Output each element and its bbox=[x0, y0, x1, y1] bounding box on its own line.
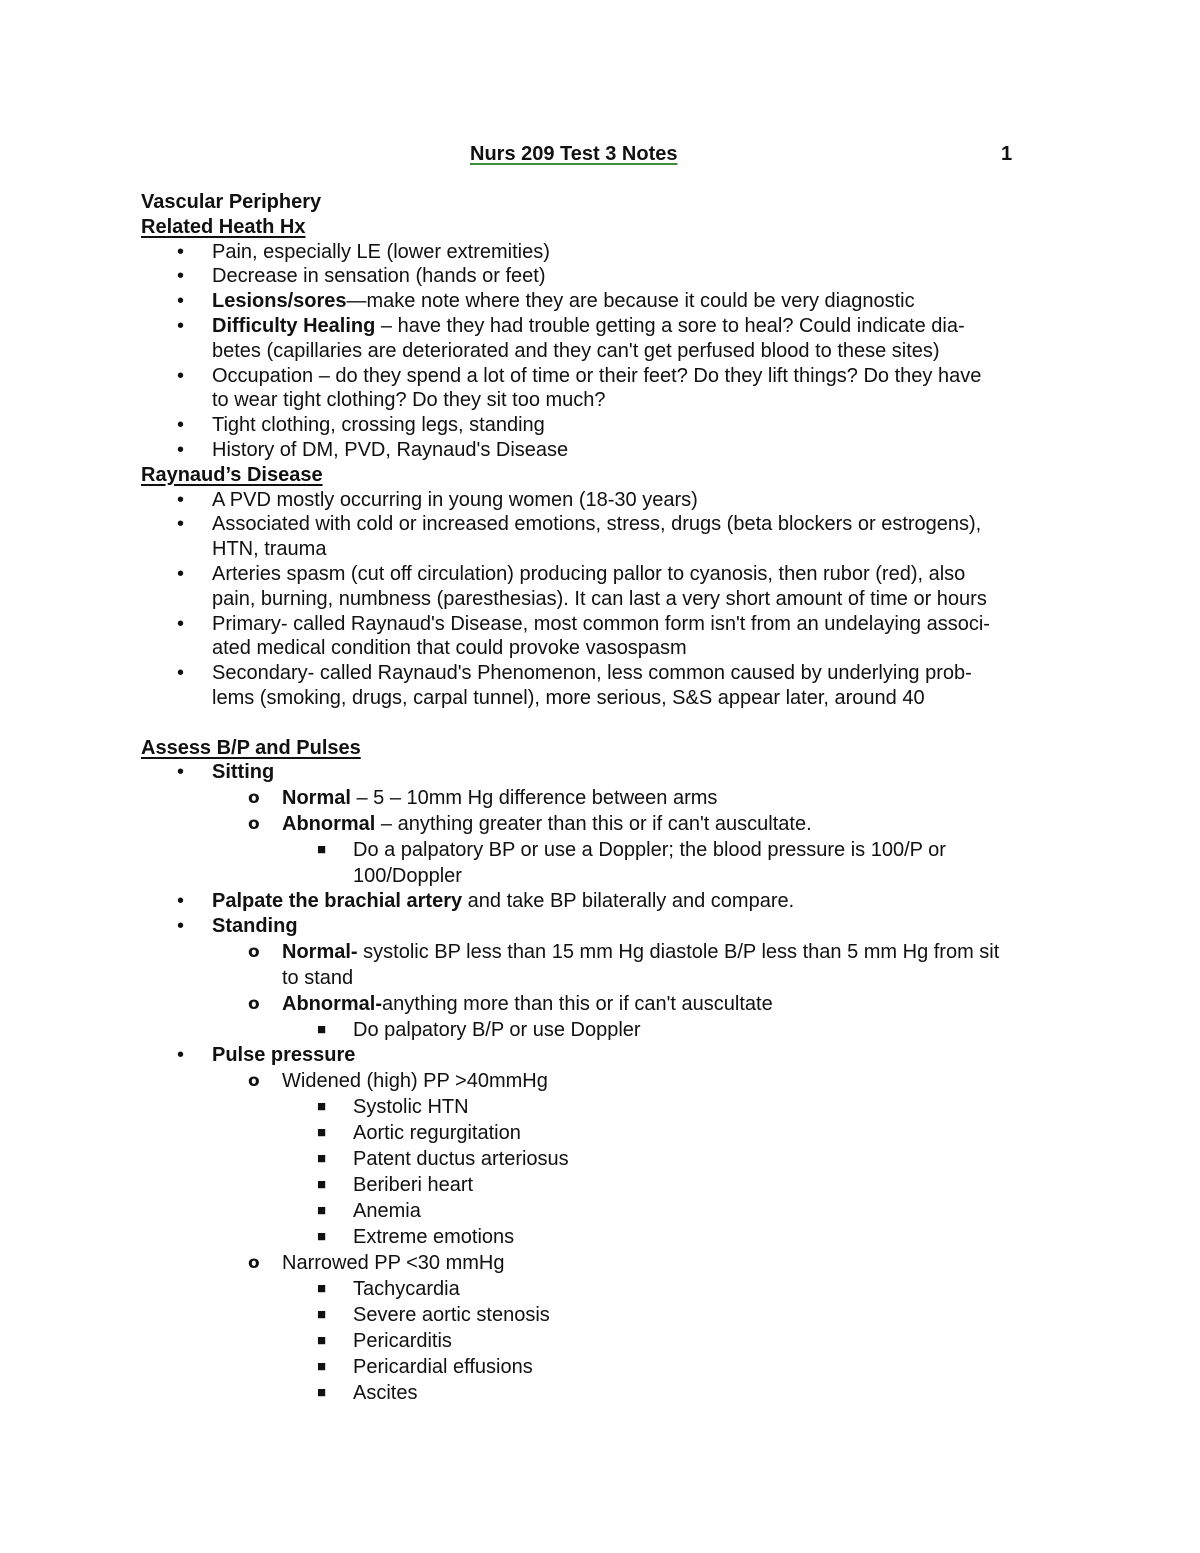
bullet-marker: • bbox=[177, 314, 185, 337]
document-title: Nurs 209 Test 3 Notes bbox=[470, 143, 678, 165]
item-text: Occupation – do they spend a lot of time or their feet? Do they lift things? Do they have bbox=[212, 364, 982, 387]
list-item-sitting bbox=[141, 760, 1071, 785]
sub-item-narrowed bbox=[141, 1250, 1071, 1276]
item-bold-label: Normal- bbox=[282, 940, 358, 963]
bullet-marker: • bbox=[177, 438, 185, 461]
sub-sub-item bbox=[141, 1276, 1071, 1302]
item-text: Aortic regurgitation bbox=[353, 1121, 521, 1144]
list-item-palpate bbox=[141, 889, 1071, 914]
item-text: Pericarditis bbox=[353, 1329, 452, 1352]
list-item-pulse-pressure bbox=[141, 1043, 1071, 1068]
sub-sub-item bbox=[141, 1146, 1071, 1172]
list-item bbox=[141, 240, 1071, 265]
item-text: Do a palpatory BP or use a Doppler; the blood pressure is 100/P or bbox=[353, 839, 946, 862]
sub-sub-item bbox=[141, 1302, 1071, 1328]
item-text: Beriberi heart bbox=[353, 1173, 474, 1196]
item-text: Systolic HTN bbox=[353, 1095, 469, 1118]
bullet-marker: • bbox=[177, 240, 185, 263]
item-text: and take BP bilaterally and compare. bbox=[462, 890, 795, 913]
item-text-continuation: HTN, trauma bbox=[212, 538, 327, 561]
square-marker: ■ bbox=[317, 1305, 327, 1323]
square-marker: ■ bbox=[317, 1149, 327, 1167]
item-text: systolic BP less than 15 mm Hg diastole B/P less than 5 mm Hg from sit bbox=[357, 940, 1000, 963]
square-marker: ■ bbox=[317, 1383, 327, 1401]
item-text: Arteries spasm (cut off circulation) producing pallor to cyanosis, then rubor (red), also bbox=[212, 562, 966, 585]
sub-sub-item bbox=[141, 1380, 1071, 1406]
list-item bbox=[141, 264, 1071, 289]
list-item bbox=[141, 413, 1071, 438]
sub-sub-item bbox=[141, 1328, 1071, 1354]
raynauds-list bbox=[141, 488, 1071, 711]
square-marker: ■ bbox=[317, 1020, 327, 1038]
list-item bbox=[141, 438, 1071, 463]
circle-marker: o bbox=[248, 814, 260, 835]
item-text-continuation: ated medical condition that could provoke vasospasm bbox=[212, 637, 687, 660]
item-text: Pericardial effusions bbox=[353, 1355, 533, 1378]
list-item bbox=[141, 512, 1071, 562]
assess-heading: Assess B/P and Pulses bbox=[141, 736, 361, 759]
sub-item-normal bbox=[141, 939, 1071, 991]
list-item bbox=[141, 562, 1071, 612]
bullet-marker: • bbox=[177, 761, 185, 784]
bullet-marker: • bbox=[177, 662, 185, 685]
sub-sub-item bbox=[141, 837, 1071, 889]
item-text: Ascites bbox=[353, 1381, 418, 1404]
item-text-continuation: 100/Doppler bbox=[353, 865, 462, 888]
sub-item-widened bbox=[141, 1068, 1071, 1094]
bullet-marker: • bbox=[177, 414, 185, 437]
sub-sub-item bbox=[141, 1017, 1071, 1043]
item-bold-label: Palpate the brachial artery bbox=[212, 890, 463, 913]
document-body bbox=[141, 190, 1071, 1406]
item-text: Tachycardia bbox=[353, 1277, 460, 1300]
bullet-marker: • bbox=[177, 364, 185, 387]
raynauds-heading: Raynaud’s Disease bbox=[141, 463, 323, 486]
square-marker: ■ bbox=[317, 1123, 327, 1141]
item-text: Severe aortic stenosis bbox=[353, 1303, 550, 1326]
item-bold-label: Sitting bbox=[212, 761, 275, 784]
square-marker: ■ bbox=[317, 1201, 327, 1219]
item-text: Primary- called Raynaud's Disease, most common form isn't from an undelaying associ- bbox=[212, 612, 990, 635]
sub-sub-item bbox=[141, 1120, 1071, 1146]
item-bold-label: Lesions/sores bbox=[212, 290, 347, 313]
item-text: A PVD mostly occurring in young women (18-30 years) bbox=[212, 488, 698, 511]
circle-marker: o bbox=[248, 788, 260, 809]
item-text-continuation: to wear tight clothing? Do they sit too much? bbox=[212, 389, 606, 412]
item-text-continuation: lems (smoking, drugs, carpal tunnel), more serious, S&S appear later, around 40 bbox=[212, 686, 925, 709]
sub-sub-item bbox=[141, 1354, 1071, 1380]
item-text: Widened (high) PP >40mmHg bbox=[282, 1069, 548, 1092]
item-text: – 5 – 10mm Hg difference between arms bbox=[350, 787, 718, 810]
square-marker: ■ bbox=[317, 1331, 327, 1349]
bullet-marker: • bbox=[177, 290, 185, 313]
bullet-marker: • bbox=[177, 914, 185, 937]
assess-list bbox=[141, 760, 1071, 1405]
bullet-marker: • bbox=[177, 1043, 185, 1066]
item-text: Tight clothing, crossing legs, standing bbox=[212, 414, 545, 437]
item-text-continuation: betes (capillaries are deteriorated and they can't get perfused blood to these sites) bbox=[212, 339, 940, 362]
item-text: – have they had trouble getting a sore to heal? Could indicate dia- bbox=[375, 314, 965, 337]
item-text: – anything greater than this or if can't auscultate. bbox=[375, 813, 812, 836]
related-hx-list bbox=[141, 240, 1071, 463]
bullet-marker: • bbox=[177, 612, 185, 635]
sub-item-normal bbox=[141, 785, 1071, 811]
list-item bbox=[141, 314, 1071, 364]
bullet-marker: • bbox=[177, 265, 185, 288]
bullet-marker: • bbox=[177, 488, 185, 511]
related-hx-heading: Related Heath Hx bbox=[141, 215, 306, 238]
item-text: anything more than this or if can't auscultate bbox=[382, 992, 773, 1015]
list-item bbox=[141, 661, 1071, 711]
item-bold-label: Abnormal bbox=[282, 813, 376, 836]
item-text: Anemia bbox=[353, 1199, 421, 1222]
item-text-continuation: pain, burning, numbness (paresthesias). It can last a very short amount of time or hours bbox=[212, 587, 987, 610]
item-text: Do palpatory B/P or use Doppler bbox=[353, 1018, 641, 1041]
item-text: —make note where they are because it could be very diagnostic bbox=[346, 290, 915, 313]
item-text: Decrease in sensation (hands or feet) bbox=[212, 265, 546, 288]
square-marker: ■ bbox=[317, 1279, 327, 1297]
circle-marker: o bbox=[248, 941, 260, 962]
square-marker: ■ bbox=[317, 1227, 327, 1245]
sub-sub-item bbox=[141, 1224, 1071, 1250]
item-bold-label: Abnormal- bbox=[282, 992, 382, 1015]
sub-item-abnormal bbox=[141, 991, 1071, 1017]
item-text-continuation: to stand bbox=[282, 966, 354, 989]
circle-marker: o bbox=[248, 1252, 260, 1273]
sub-item-abnormal bbox=[141, 811, 1071, 837]
item-text: Narrowed PP <30 mmHg bbox=[282, 1251, 505, 1274]
circle-marker: o bbox=[248, 993, 260, 1014]
item-text: Extreme emotions bbox=[353, 1225, 515, 1248]
item-text: History of DM, PVD, Raynaud's Disease bbox=[212, 438, 569, 461]
circle-marker: o bbox=[248, 1070, 260, 1091]
bullet-marker: • bbox=[177, 890, 185, 913]
bullet-marker: • bbox=[177, 562, 185, 585]
item-bold-label: Normal bbox=[282, 787, 351, 810]
blank-line bbox=[141, 711, 1071, 736]
sub-sub-item bbox=[141, 1094, 1071, 1120]
sub-sub-item bbox=[141, 1198, 1071, 1224]
item-bold-label: Standing bbox=[212, 914, 298, 937]
list-item-standing bbox=[141, 914, 1071, 939]
item-bold-label: Difficulty Healing bbox=[212, 314, 376, 337]
bullet-marker: • bbox=[177, 513, 185, 536]
page-number: 1 bbox=[1001, 143, 1013, 165]
item-text: Pain, especially LE (lower extremities) bbox=[212, 240, 550, 263]
square-marker: ■ bbox=[317, 1175, 327, 1193]
item-text: Patent ductus arteriosus bbox=[353, 1147, 569, 1170]
list-item bbox=[141, 488, 1071, 513]
item-bold-label: Pulse pressure bbox=[212, 1043, 356, 1066]
square-marker: ■ bbox=[317, 841, 327, 859]
square-marker: ■ bbox=[317, 1357, 327, 1375]
square-marker: ■ bbox=[317, 1097, 327, 1115]
item-text: Associated with cold or increased emotions, stress, drugs (beta blockers or estrogens), bbox=[212, 513, 982, 536]
list-item bbox=[141, 289, 1071, 314]
list-item bbox=[141, 364, 1071, 414]
item-text: Secondary- called Raynaud's Phenomenon, less common caused by underlying prob- bbox=[212, 662, 972, 685]
list-item bbox=[141, 612, 1071, 662]
sub-sub-item bbox=[141, 1172, 1071, 1198]
section-title: Vascular Periphery bbox=[141, 191, 322, 213]
